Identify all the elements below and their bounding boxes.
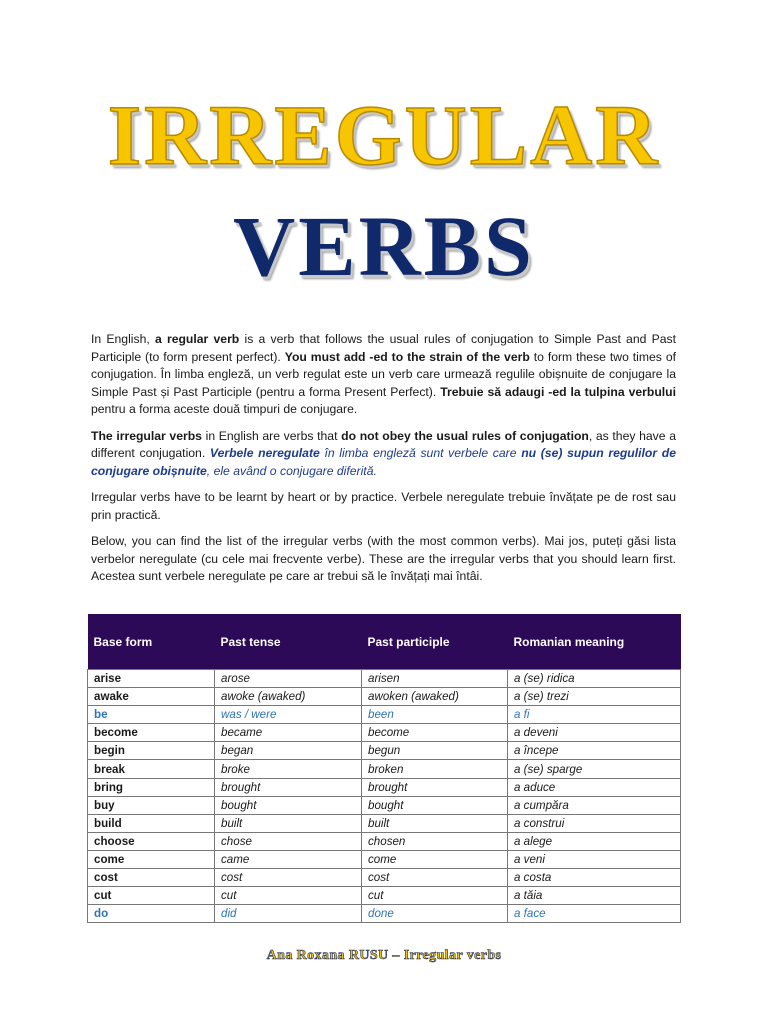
romanian-meaning-cell: a deveni: [508, 724, 681, 742]
past-participle-cell: cost: [362, 869, 508, 887]
past-participle-cell: broken: [362, 760, 508, 778]
text-run: is a verb that follows the usual rules of conjugation to Simple Past and Past Participle (to form present perfect).: [91, 332, 676, 364]
past-participle-cell: become: [362, 724, 508, 742]
romanian-meaning-cell: a alege: [508, 832, 681, 850]
romanian-meaning-cell: a aduce: [508, 778, 681, 796]
past-tense-cell: broke: [215, 760, 362, 778]
intro-paragraph-4: Below, you can find the list of the irregular verbs (with the most common verbs). Mai jos, puteți găsi lista verbelor neregulate (cu cele mai frecvente verbe). These are the irregular verbs that you should learn first. Acestea sunt verbele neregulate pe care ar trebui să le învățați mai întâi.: [91, 534, 676, 583]
table-row: [88, 688, 681, 706]
past-participle-cell: chosen: [362, 832, 508, 850]
past-participle-cell: bought: [362, 796, 508, 814]
table-row: [88, 796, 681, 814]
base-form-cell: arise: [88, 670, 215, 688]
text-run: In English,: [91, 332, 155, 346]
base-form-cell: buy: [88, 796, 215, 814]
header-past-tense: Past tense: [215, 614, 362, 670]
intro-paragraph-2: [91, 428, 676, 481]
header-past-participle: Past participle: [362, 614, 508, 670]
past-tense-cell: chose: [215, 832, 362, 850]
irregular-verbs-table: [87, 614, 681, 923]
base-form-cell: cost: [88, 869, 215, 887]
table-row: [88, 850, 681, 868]
past-participle-cell: awoken (awaked): [362, 688, 508, 706]
text-run: to form these two times of conjugation. În limba engleză, un verb regulat este un verb care urmează regulile obișnuite de conjugare la Simple Past și Past Participle (pentru a forma Present Perfect).: [91, 349, 676, 399]
past-tense-cell: arose: [215, 670, 362, 688]
past-tense-cell: began: [215, 742, 362, 760]
text-run: in English are verbs that: [201, 428, 342, 443]
table-row: [88, 905, 681, 923]
title-irregular: IRREGULAR: [107, 87, 661, 183]
footer-author: Ana Roxana RUSU – Irregular verbs: [266, 948, 502, 963]
past-tense-cell: brought: [215, 778, 362, 796]
past-tense-cell: bought: [215, 796, 362, 814]
past-tense-cell: did: [215, 905, 362, 923]
intro-paragraph-3: Irregular verbs have to be learnt by heart or by practice. Verbele neregulate trebuie învățate pe de rost sau prin practică.: [91, 490, 676, 522]
past-participle-cell: arisen: [362, 670, 508, 688]
base-form-cell: bring: [88, 778, 215, 796]
past-tense-cell: was / were: [215, 706, 362, 724]
title-verbs: VERBS: [233, 198, 535, 294]
romanian-meaning-cell: a fi: [508, 706, 681, 724]
base-form-cell: do: [88, 905, 215, 923]
past-participle-cell: brought: [362, 778, 508, 796]
past-participle-cell: been: [362, 706, 508, 724]
table-row: [88, 742, 681, 760]
table-row: [88, 832, 681, 850]
table-row: [88, 814, 681, 832]
text-run: , ele având o conjugare diferită.: [206, 463, 377, 478]
base-form-cell: awake: [88, 688, 215, 706]
text-run: în limba engleză sunt verbele care: [319, 446, 522, 460]
table-row: [88, 760, 681, 778]
intro-text: [91, 331, 676, 595]
text-run: nu (se) supun regulilor de conjugare obișnuite: [91, 446, 676, 478]
past-tense-cell: built: [215, 814, 362, 832]
text-run: Verbele neregulate: [209, 446, 320, 460]
past-tense-cell: came: [215, 850, 362, 868]
text-run: Trebuie să adaugi -ed la tulpina verbului: [440, 384, 676, 399]
base-form-cell: cut: [88, 887, 215, 905]
past-participle-cell: done: [362, 905, 508, 923]
table-row: [88, 869, 681, 887]
past-tense-cell: awoke (awaked): [215, 688, 362, 706]
romanian-meaning-cell: a cumpăra: [508, 796, 681, 814]
text-run: , as they have a different conjugation.: [91, 428, 676, 460]
romanian-meaning-cell: a face: [508, 905, 681, 923]
past-participle-cell: built: [362, 814, 508, 832]
romanian-meaning-cell: a construi: [508, 814, 681, 832]
romanian-meaning-cell: a (se) ridica: [508, 670, 681, 688]
text-run: You must add -ed to the strain of the verb: [284, 349, 530, 364]
past-tense-cell: cut: [215, 887, 362, 905]
romanian-meaning-cell: a tăia: [508, 887, 681, 905]
base-form-cell: begin: [88, 742, 215, 760]
table-row: [88, 778, 681, 796]
table-row: [88, 724, 681, 742]
romanian-meaning-cell: a începe: [508, 742, 681, 760]
text-run: a regular verb: [154, 332, 240, 346]
table-header-row: [88, 614, 681, 670]
romanian-meaning-cell: a (se) trezi: [508, 688, 681, 706]
past-participle-cell: begun: [362, 742, 508, 760]
base-form-cell: become: [88, 724, 215, 742]
text-run: pentru a forma aceste două timpuri de conjugare.: [91, 402, 358, 416]
romanian-meaning-cell: a (se) sparge: [508, 760, 681, 778]
table-row: [88, 706, 681, 724]
past-participle-cell: come: [362, 850, 508, 868]
header-romanian-meaning: Romanian meaning: [508, 614, 681, 670]
past-tense-cell: cost: [215, 869, 362, 887]
table-row: [88, 670, 681, 688]
base-form-cell: build: [88, 814, 215, 832]
base-form-cell: choose: [88, 832, 215, 850]
past-participle-cell: cut: [362, 887, 508, 905]
base-form-cell: come: [88, 850, 215, 868]
table-row: [88, 887, 681, 905]
past-tense-cell: became: [215, 724, 362, 742]
header-base-form: Base form: [88, 614, 215, 670]
base-form-cell: be: [88, 706, 215, 724]
romanian-meaning-cell: a costa: [508, 869, 681, 887]
text-run: do not obey the usual rules of conjugation: [341, 428, 589, 443]
table-body: [88, 670, 681, 923]
base-form-cell: break: [88, 760, 215, 778]
text-run: The irregular verbs: [91, 428, 202, 443]
romanian-meaning-cell: a veni: [508, 850, 681, 868]
intro-paragraph-1: [91, 331, 676, 419]
